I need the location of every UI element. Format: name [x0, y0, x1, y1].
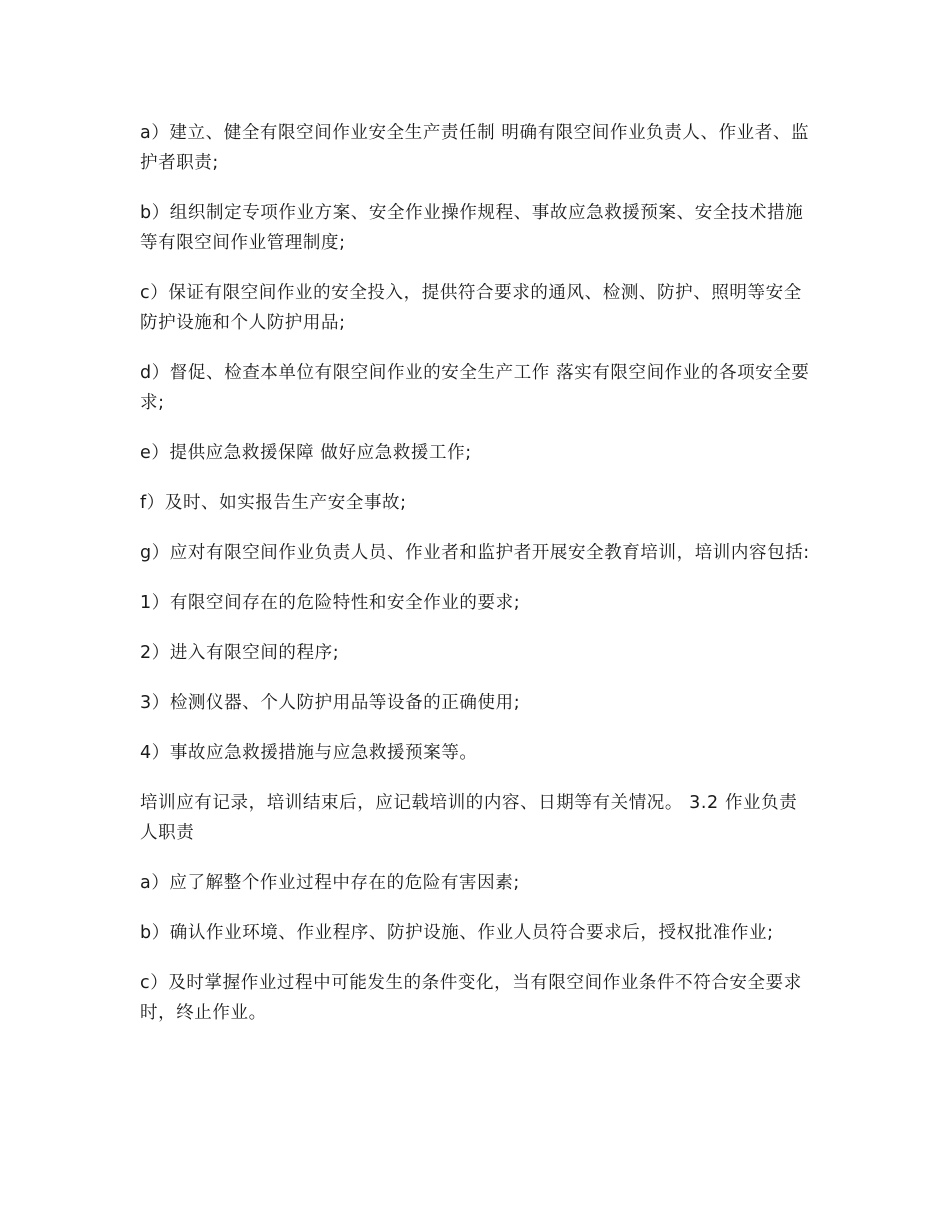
document-body	[140, 118, 810, 1048]
paragraph-b-management-system: b）组织制定专项作业方案、安全作业操作规程、事故应急救援预案、安全技术措施等有限空间作业管理制度;	[140, 203, 804, 253]
paragraph-c-safety-investment: c）保证有限空间作业的安全投入，提供符合要求的通风、检测、防护、照明等安全防护设施和个人防护用品;	[140, 283, 802, 333]
paragraph-b-authorize-work: b）确认作业环境、作业程序、防护设施、作业人员符合要求后，授权批准作业;	[140, 923, 774, 943]
paragraph-f-accident-report: f）及时、如实报告生产安全事故;	[140, 493, 407, 513]
list-item-4-rescue-measures: 4）事故应急救援措施与应急救援预案等。	[140, 743, 478, 763]
paragraph-a-understand-hazards: a）应了解整个作业过程中存在的危险有害因素;	[140, 873, 520, 893]
list-item-3-equipment-use: 3）检测仪器、个人防护用品等设备的正确使用;	[140, 693, 521, 713]
paragraph-c-terminate-work: c）及时掌握作业过程中可能发生的条件变化，当有限空间作业条件不符合安全要求时，终止作业。	[140, 973, 802, 1023]
paragraph-e-emergency-rescue: e）提供应急救援保障 做好应急救援工作;	[140, 443, 472, 463]
paragraph-training-record-section-3-2: 培训应有记录，培训结束后，应记载培训的内容、日期等有关情况。 3.2 作业负责人职责	[140, 793, 798, 843]
list-item-2-entry-procedure: 2）进入有限空间的程序;	[140, 643, 340, 663]
paragraph-d-supervision: d）督促、检查本单位有限空间作业的安全生产工作 落实有限空间作业的各项安全要求;	[140, 363, 810, 413]
paragraph-a-responsibility-system: a）建立、健全有限空间作业安全生产责任制 明确有限空间作业负责人、作业者、监护者职责;	[140, 123, 810, 173]
list-item-1-hazards: 1）有限空间存在的危险特性和安全作业的要求;	[140, 593, 521, 613]
paragraph-g-training: g）应对有限空间作业负责人员、作业者和监护者开展安全教育培训，培训内容包括:	[140, 543, 810, 563]
